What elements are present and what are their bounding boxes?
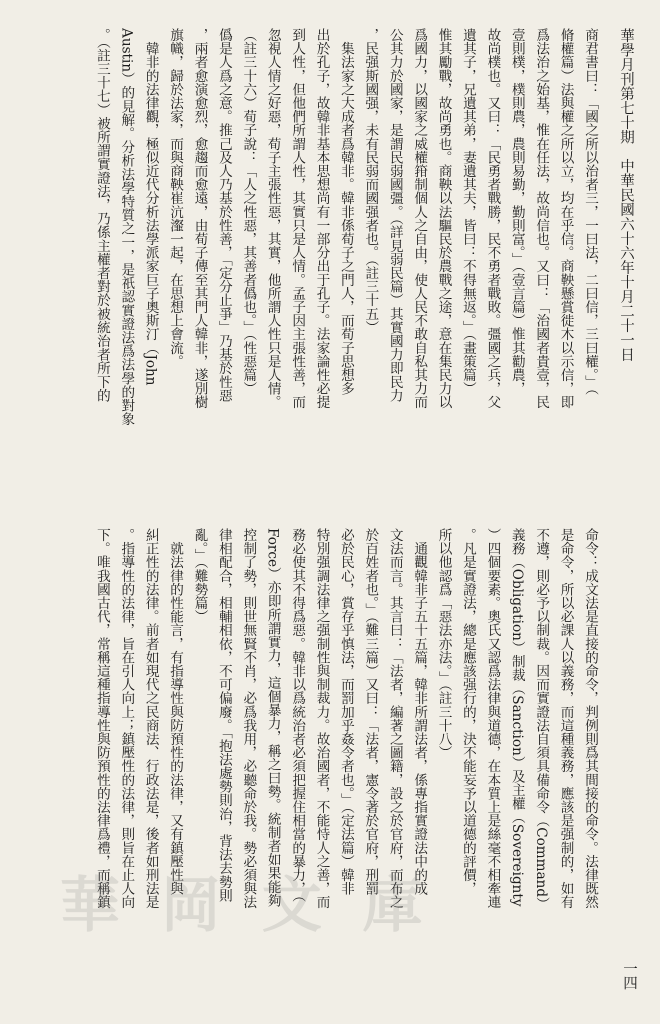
text-line: 遺其子，兄遺其弟，妻遺其夫，皆曰：不得無返。」（畫策篇） — [459, 28, 476, 396]
text-line: 就法律的性能言，有指導性與防預性的法律，又有鎮壓性與 — [167, 528, 184, 896]
text-line: 旗幟，歸於法家，而與商鞅崔沆瀣一起，在思想上會流。 — [167, 28, 184, 368]
top-text-block — [26, 28, 602, 498]
text-line: 公其力於國家，是謂民弱國彊。（詳見弱民篇）其實國力即民力 — [386, 28, 403, 402]
text-line: 下。唯我國古代，常稱這種指導性與防預性的法律爲禮，而稱鎮 — [93, 528, 110, 909]
text-line: 通觀韓非子五十五篇，韓非所謂法者，係專指實證法中的成 — [411, 528, 428, 896]
text-line: 命令：成文法是直接的命令，判例則爲其間接的命令。法律既然 — [582, 528, 598, 909]
library-watermark: 華 岡 文 庫 — [60, 871, 433, 941]
text-line: 特別强調法律之强制性與制裁力。故治國者，不能恃人之善，而 — [313, 528, 330, 909]
text-line: Austin）的見解。分析法學特質之一，是祇認實證法爲法學的對象 — [118, 28, 135, 426]
text-line: 律相配合，相輔相依，不可偏廢。「抱法處勢則治，背法去勢則 — [215, 528, 232, 902]
text-line: 糾正性的法律。前者如現代之民商法、行政法是，後者如刑法是 — [142, 528, 159, 909]
text-line: 亂。」（難勢篇） — [191, 528, 208, 624]
text-line: 韓非的法律觀，極似近代分析法學派家巨子奧斯汀（John — [142, 28, 159, 386]
text-line: 。（註三十七）被所謂實證法，乃係主權者對於被統治者所下的 — [93, 28, 110, 402]
text-line: ，兩者愈演愈烈，愈趨而愈遠，由荀子傳至其門人韓非，遂別樹 — [191, 28, 208, 409]
text-line: 到人性，但他們所謂人性，其實只是人情。孟子因主張性善，而 — [289, 28, 306, 409]
text-line: （註三十六）荀子說：「人之性惡，其善者僞也。」（性惡篇） — [240, 28, 257, 396]
text-line: 集法家之大成者爲韓非。韓非係荀子之門人，而荀子思想多 — [337, 28, 354, 396]
text-line: 文法而言。其言曰：「法者，編著之圖籍，設之於官府，而布之 — [386, 528, 403, 909]
text-line: 僞是人爲之意。推己及人乃基於性善，「定分止爭」乃基於性惡 — [215, 28, 232, 402]
text-line: 爲法治之始基，惟在任法，故尚信也。又曰：「治國者貴壹，民 — [533, 28, 550, 409]
text-line: 故尚樸也。又曰：「民勇者戰勝，民不勇者戰敗。彊國之兵，父 — [484, 28, 501, 409]
text-line: 爲國力，以國家之威權箝制個人之自由，使人民不敢自私其力而 — [411, 28, 428, 409]
running-header: 華學月刊第七十期 中華民國六十六年十月二十一日 — [618, 28, 634, 362]
text-line: ）四個要素。奧氏又認爲法律與道德，在本質上是絲毫不相牽連 — [484, 528, 501, 909]
text-line: 忽視人情之好惡，荀子主張性惡，其實，他所謂人性只是人情。 — [264, 28, 281, 409]
text-line: 所以他認爲「惡法亦法。」（註三十八） — [435, 528, 452, 760]
text-line: 不遵，則必予以制裁。因而實證法自須具備命令（Command） — [533, 528, 550, 911]
text-line: 控制了勢，則世無賢不肖，必爲我用，必聽命於我。勢必須與法 — [240, 528, 257, 909]
text-line: 惟其勵戰，故尚勇也。商鞅以法驅民於農戰之途，意在集民力以 — [435, 28, 452, 409]
text-line: 。指導性的法律，旨在引人向上；鎮壓性的法律，則旨在止人向 — [118, 528, 135, 909]
text-line: 必於民心，賞存乎慎法，而罰加乎姦令者也。」（定法篇）韓非 — [337, 528, 354, 896]
text-line: 。凡是實證法，總是應該强行的，決不能妄予以道德的評價， — [459, 528, 476, 896]
text-line: 脩權篇）法與權之所以立，均在乎信。商鞅懸賞徙木以示信，即 — [557, 28, 574, 409]
text-line: 義務（Obligation）制裁（Sanction）及主權（Sovereignty — [508, 528, 525, 907]
text-line: 於百姓者也。」（難三篇）又曰：「法者，憲令著於官府，刑罰 — [362, 528, 379, 896]
text-line: 壹則樸，樸則農，農則易勤，勤則富。」（壹言篇）惟其勸農， — [508, 28, 525, 396]
text-line: 務必使其不得爲惡。韓非以爲統治者必須把握住相當的暴力，（ — [289, 528, 306, 902]
text-line: 出於孔子，故韓非基本思想尚有一部分出于孔子。法家論性必提 — [313, 28, 330, 409]
text-line: ，民强斯國强，未有民弱而國强者也。（註三十五） — [362, 28, 379, 334]
text-line: 商君書曰：「國之所以治者三，一曰法，二曰信，三曰權。」（ — [582, 28, 598, 396]
page-number: 一四 — [621, 961, 637, 990]
text-line: Force）亦即所謂實力，這個暴力，稱之曰勢。統制者如果能夠 — [264, 528, 281, 908]
text-line: 是命令，所以必課人以義務，而這種義務，應該是强制的，如有 — [557, 528, 574, 909]
